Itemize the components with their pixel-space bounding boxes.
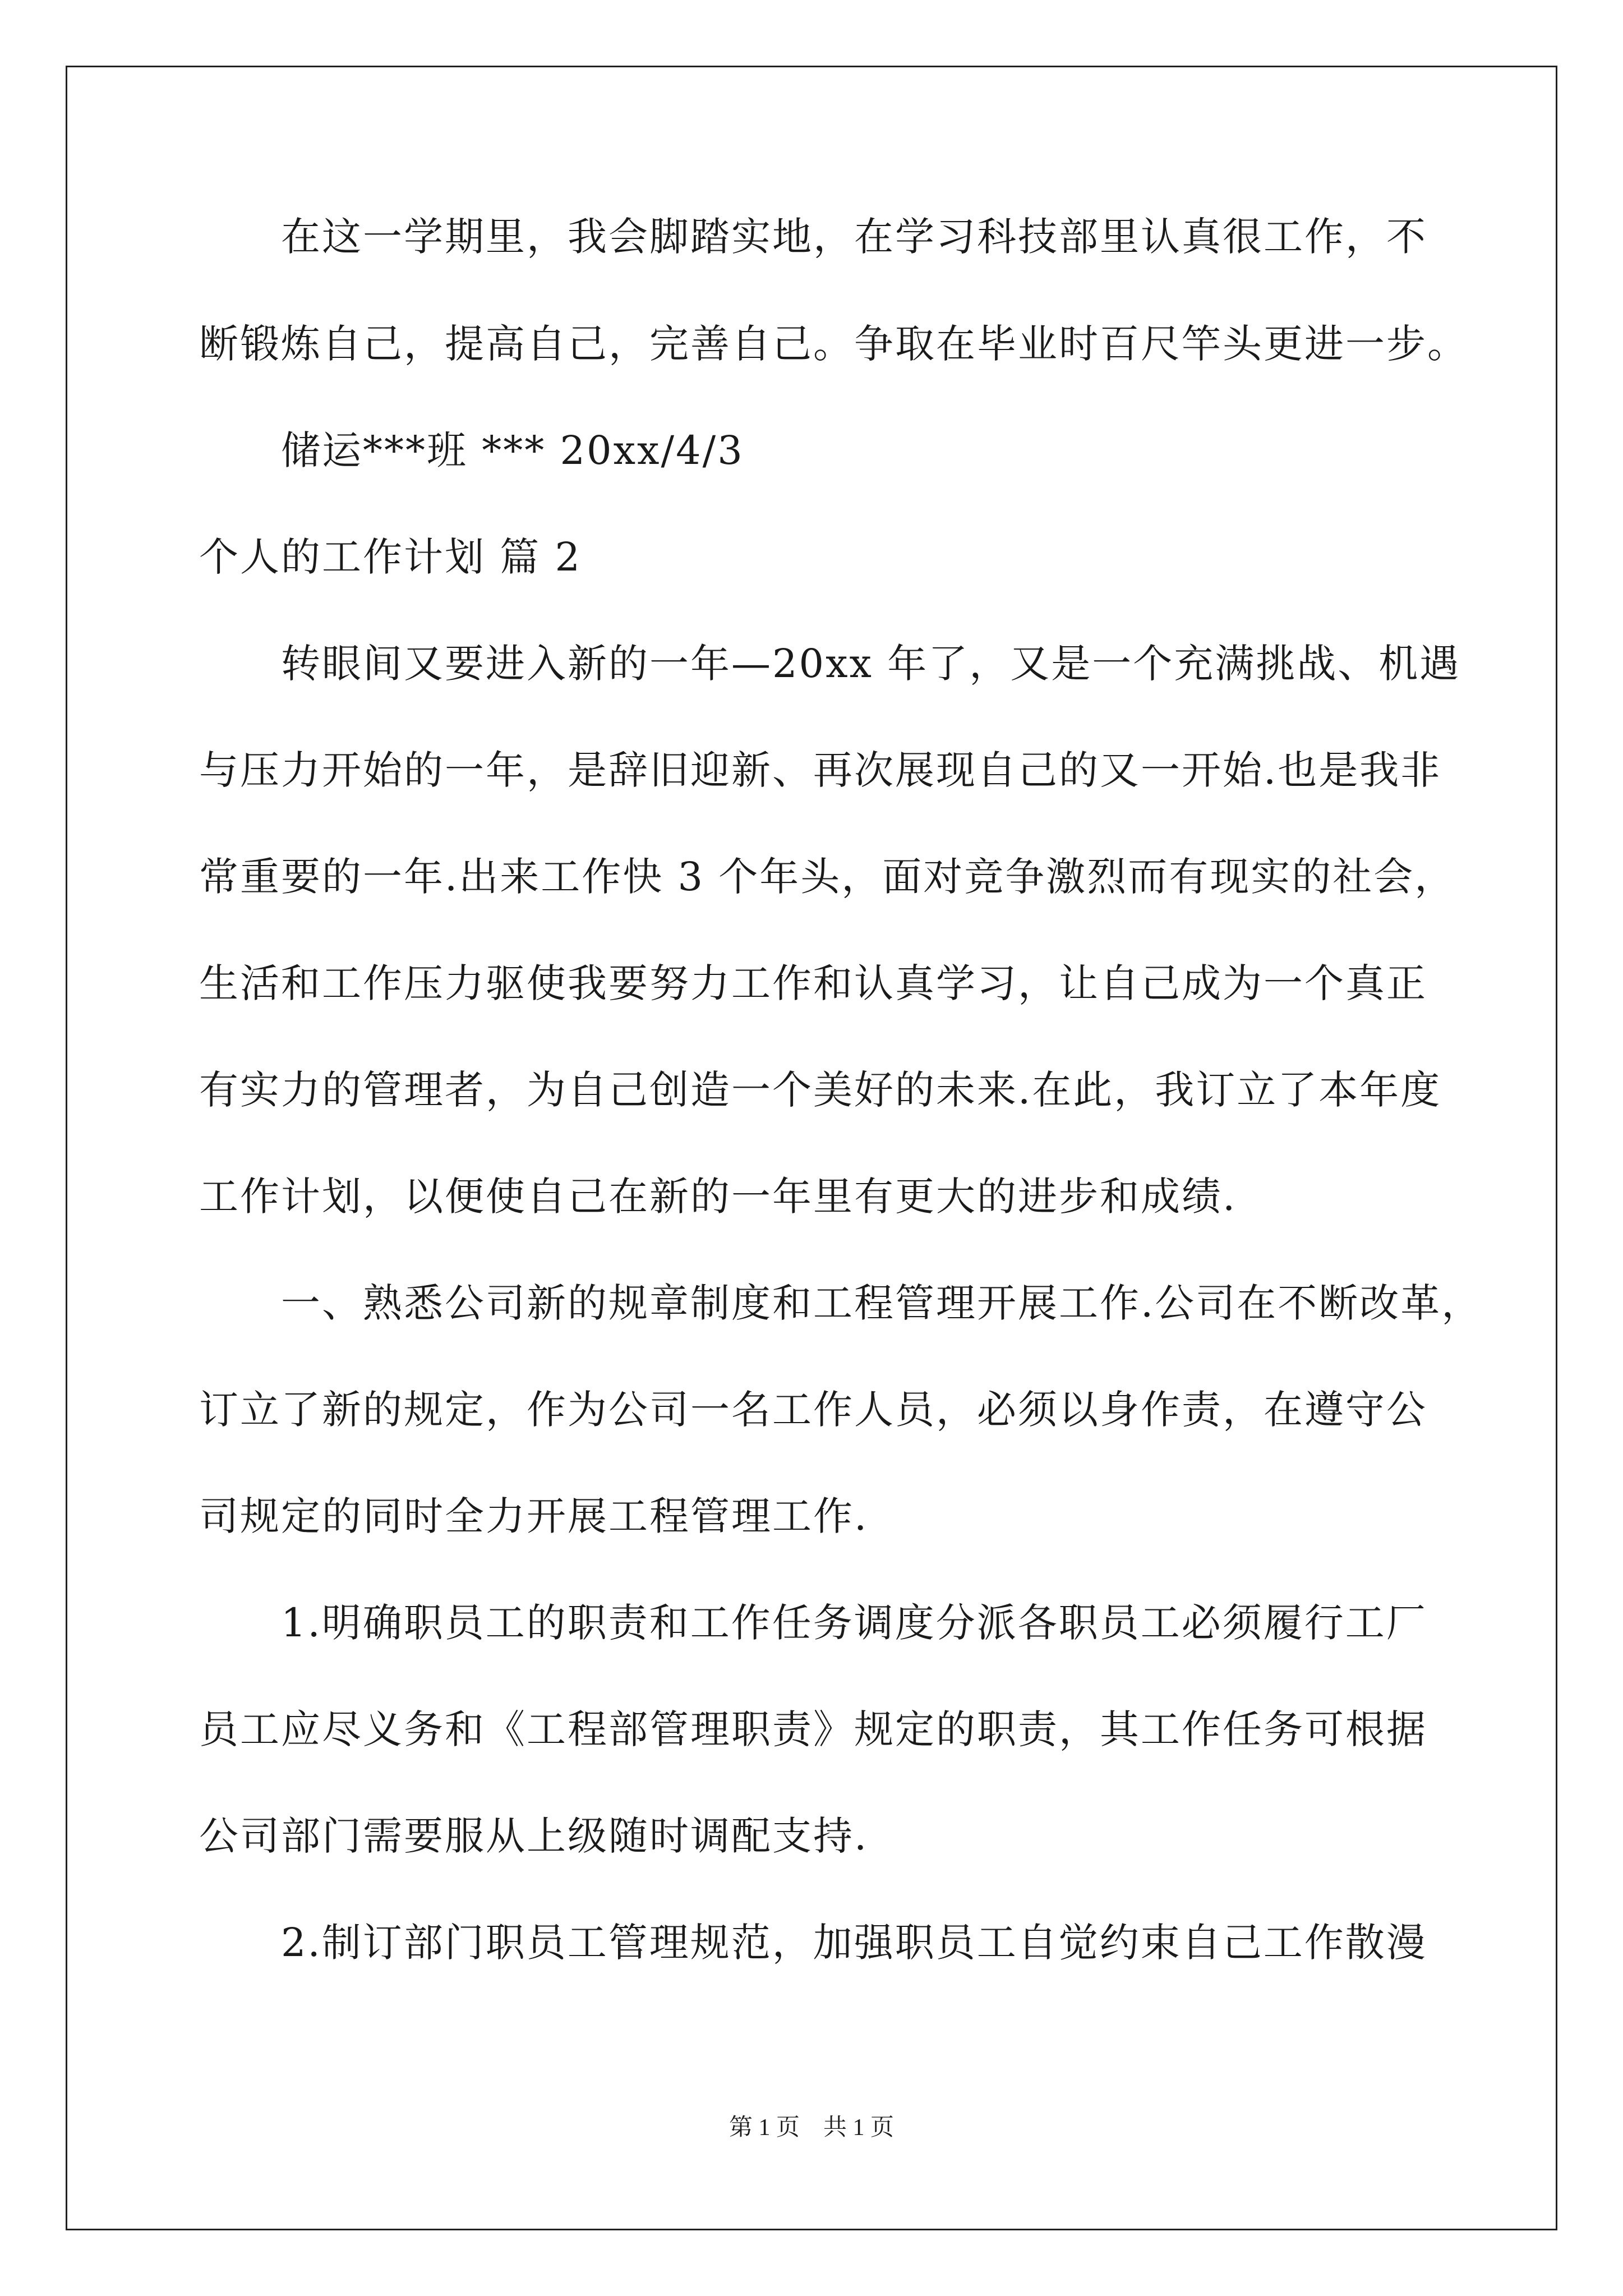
text-line: 司规定的同时全力开展工程管理工作.	[199, 1493, 869, 1539]
text-line: 订立了新的规定，作为公司一名工作人员，必须以身作责，在遵守公	[199, 1387, 1427, 1433]
text-line: 转眼间又要进入新的一年—20xx 年了，又是一个充满挑战、机遇	[199, 641, 1461, 687]
text-line: 断锻炼自己，提高自己，完善自己。争取在毕业时百尺竿头更进一步。	[199, 321, 1468, 367]
text-line: 有实力的管理者，为自己创造一个美好的未来.在此，我订立了本年度	[199, 1067, 1442, 1113]
text-line: 一、熟悉公司新的规章制度和工程管理开展工作.公司在不断改革，	[199, 1280, 1483, 1326]
section-heading: 个人的工作计划 篇 2	[199, 534, 582, 580]
text-line: 在这一学期里，我会脚踏实地，在学习科技部里认真很工作，不	[199, 214, 1427, 260]
text-line: 生活和工作压力驱使我要努力工作和认真学习，让自己成为一个真正	[199, 960, 1427, 1006]
text-line: 工作计划，以便使自己在新的一年里有更大的进步和成绩.	[199, 1174, 1237, 1220]
page-footer: 第 1 页 共 1 页	[728, 2115, 894, 2141]
text-line: 公司部门需要服从上级随时调配支持.	[199, 1813, 869, 1859]
text-line: 2.制订部门职员工管理规范，加强职员工自觉约束自己工作散漫	[199, 1920, 1427, 1966]
text-line: 1.明确职员工的职责和工作任务调度分派各职员工必须履行工厂	[199, 1600, 1427, 1646]
text-line: 员工应尽义务和《工程部管理职责》规定的职责，其工作任务可根据	[199, 1706, 1427, 1752]
text-line: 常重要的一年.出来工作快 3 个年头，面对竞争激烈而有现实的社会，	[199, 854, 1456, 900]
text-line: 与压力开始的一年，是辞旧迎新、再次展现自己的又一开始.也是我非	[199, 747, 1442, 793]
text-line: 储运***班 *** 20xx/4/3	[199, 427, 744, 473]
page-border	[66, 66, 1557, 2230]
